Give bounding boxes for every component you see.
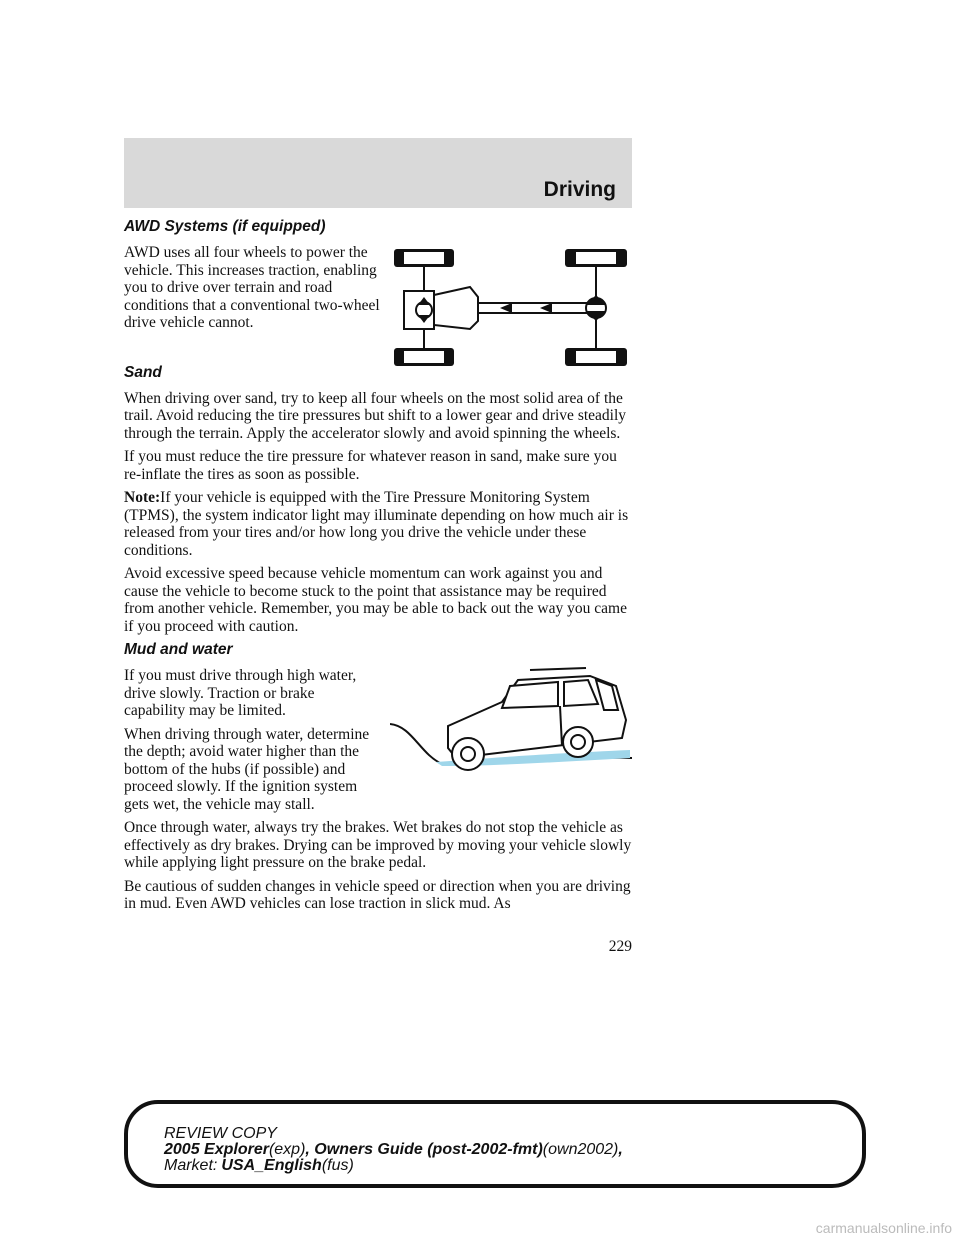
footer-guide-code: (own2002) xyxy=(542,1141,619,1158)
footer-model-code: (exp) xyxy=(268,1141,306,1158)
footer-guide: Owners Guide (post-2002-fmt) xyxy=(314,1141,543,1158)
watermark: carmanualsonline.info xyxy=(815,1220,952,1236)
review-copy-label: REVIEW COPY xyxy=(164,1125,277,1142)
mud-paragraph-3: Once through water, always try the brakes. Wet brakes do not stop the vehicle as effectively as dry brakes. Drying can be improved by moving your vehicle slowly while applying light pressure on the brake pedal. xyxy=(124,819,632,871)
sand-note xyxy=(124,489,632,559)
footer-market-label: Market: xyxy=(164,1157,218,1174)
header-band xyxy=(124,138,632,208)
sand-paragraph-1: When driving over sand, try to keep all four wheels on the most solid area of the trail. Avoid reducing the tire pressures but shift to a lower gear and drive steadily through the terrain. Apply the accelerator slowly and avoid spinning the wheels. xyxy=(124,389,627,442)
review-copy-footer xyxy=(124,1100,866,1188)
note-label: Note: xyxy=(124,489,161,506)
footer-market-code: (fus) xyxy=(321,1157,354,1174)
sand-paragraph-3: Avoid excessive speed because vehicle momentum can work against you and cause the vehicle to become stuck to the point that assistance may be required from another vehicle. Remember, you may be able to back out the way you came if you proceed with caution. xyxy=(124,565,627,635)
mud-paragraph-4: Be cautious of sudden changes in vehicle speed or direction when you are driving in mud. Even AWD vehicles can lose traction in slick mud. As xyxy=(124,877,631,912)
awd-heading: AWD Systems (if equipped) xyxy=(124,218,326,235)
awd-paragraph: AWD uses all four wheels to power the vehicle. This increases traction, enabling you to drive over terrain and road conditions that a conventional two-wheel drive vehicle cannot. xyxy=(124,244,380,331)
sand-heading: Sand xyxy=(124,363,162,381)
footer-sep-2: , xyxy=(618,1141,623,1158)
note-text: If your vehicle is equipped with the Tire Pressure Monitoring System (TPMS), the system indicator light may illuminate depending on how much air is released from your tires and/or how long you drive the vehicle under these conditions. xyxy=(124,489,629,559)
page-section-title: Driving xyxy=(543,178,616,201)
mud-paragraph-1: If you must drive through high water, drive slowly. Traction or brake capability may be limited. xyxy=(124,667,357,719)
footer-model: 2005 Explorer xyxy=(164,1141,269,1158)
footer-market: USA_English xyxy=(221,1157,322,1174)
footer-model-line xyxy=(164,1142,862,1158)
awd-drivetrain-illustration xyxy=(390,245,635,370)
footer-market-line xyxy=(164,1158,862,1174)
mud-heading: Mud and water xyxy=(124,641,233,658)
sand-paragraph-2: If you must reduce the tire pressure for whatever reason in sand, make sure you re-inflate the tires as soon as possible. xyxy=(124,448,617,483)
vehicle-in-water-illustration xyxy=(390,666,632,778)
footer-sep-1: , xyxy=(305,1141,315,1158)
mud-paragraph-2-text: When driving through water, determine the depth; avoid water higher than the bottom of the hubs (if possible) and proceed slowly. If the ignition system gets wet, the vehicle may stall. xyxy=(124,725,370,813)
page-number: 229 xyxy=(608,938,632,955)
